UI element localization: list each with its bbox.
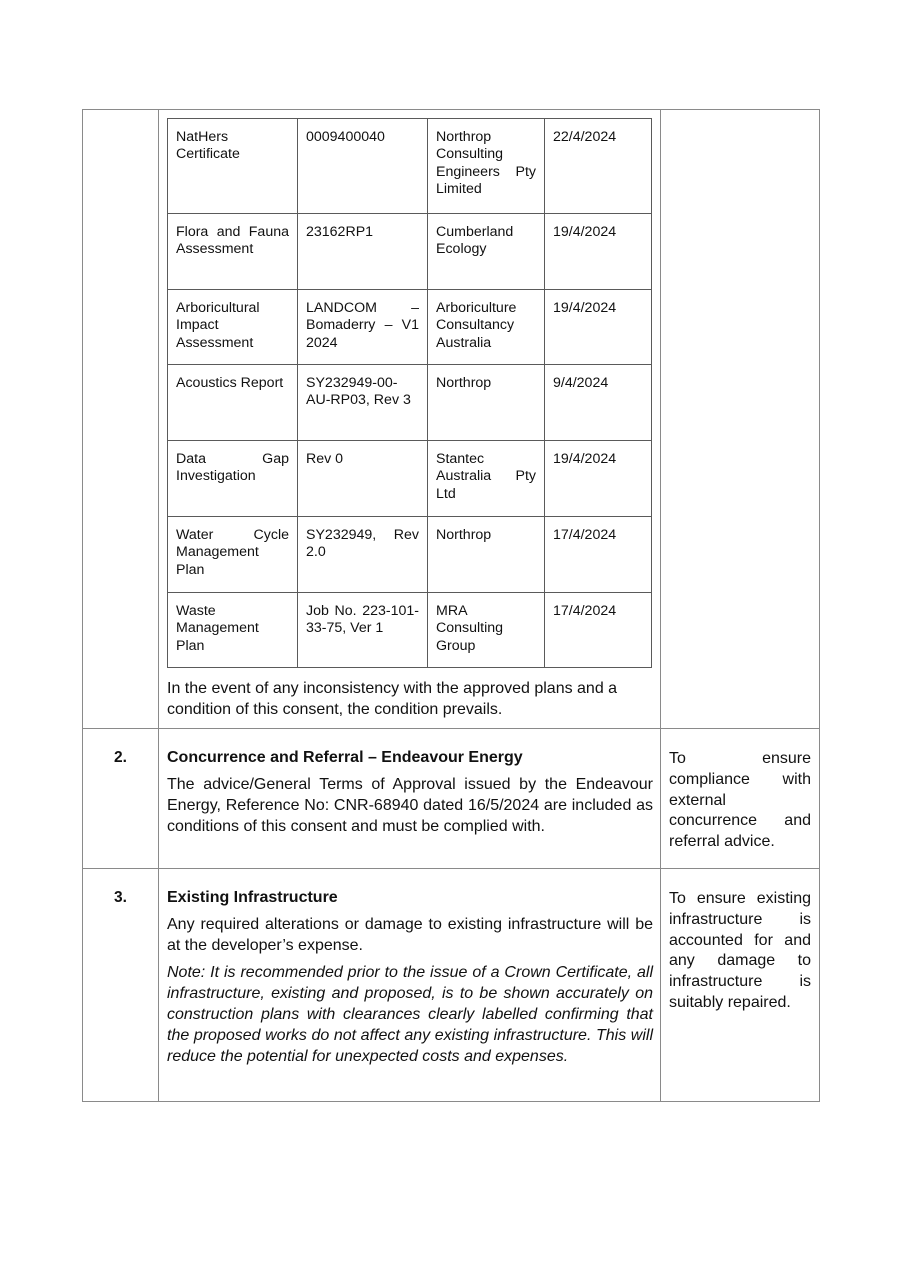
document-name-cell: Data Gap Investigation [168, 441, 298, 517]
document-reference-cell: SY232949, Rev 2.0 [298, 517, 428, 593]
document-date-cell: 17/4/2024 [545, 593, 652, 668]
condition-row-3 [83, 869, 820, 1102]
document-date-cell: 19/4/2024 [545, 441, 652, 517]
condition-closing-text: In the event of any inconsistency with the approved plans and a condition of this consent, the condition prevails. [167, 680, 618, 718]
condition-title: Existing Infrastructure [167, 889, 338, 906]
document-row [168, 593, 652, 668]
document-name-cell: Waste Management Plan [168, 593, 298, 668]
condition-number: 2. [83, 729, 159, 869]
condition-number: 3. [83, 869, 159, 1102]
condition-title: Concurrence and Referral – Endeavour Energy [167, 749, 523, 766]
condition-content-cell [159, 729, 661, 869]
condition-row-2 [83, 729, 820, 869]
document-row [168, 517, 652, 593]
condition-reason-cell [661, 110, 820, 729]
prepared-by-cell: MRA Consulting Group [428, 593, 545, 668]
document-row [168, 119, 652, 214]
document-reference-cell: Rev 0 [298, 441, 428, 517]
document-name-cell: Arboricultural Impact Assessment [168, 290, 298, 365]
prepared-by-cell: Northrop [428, 365, 545, 441]
document-date-cell: 9/4/2024 [545, 365, 652, 441]
document-name-cell: NatHers Certificate [168, 119, 298, 214]
condition-content-cell [159, 869, 661, 1102]
document-reference-cell: Job No. 223-101-33-75, Ver 1 [298, 593, 428, 668]
prepared-by-cell: Arboriculture Consultancy Australia [428, 290, 545, 365]
prepared-by-cell: Northrop [428, 517, 545, 593]
condition-content-cell [159, 110, 661, 729]
document-row [168, 214, 652, 290]
conditions-table [82, 109, 820, 1102]
document-reference-cell: LANDCOM – Bomaderry – V1 2024 [298, 290, 428, 365]
condition-body: Any required alterations or damage to existing infrastructure will be at the developer’s expense. [167, 916, 653, 954]
condition-body: The advice/General Terms of Approval issued by the Endeavour Energy, Reference No: CNR-68940 dated 16/5/2024 are included as conditions of this consent and must be complied with. [167, 776, 653, 835]
document-date-cell: 22/4/2024 [545, 119, 652, 214]
condition-row-1 [83, 110, 820, 729]
document-date-cell: 19/4/2024 [545, 290, 652, 365]
document-date-cell: 19/4/2024 [545, 214, 652, 290]
document-name-cell: Flora and Fauna Assessment [168, 214, 298, 290]
condition-reason: To ensure compliance with external concurrence and referral advice. [661, 729, 820, 869]
prepared-by-cell: Stantec Australia Pty Ltd [428, 441, 545, 517]
condition-number-cell [83, 110, 159, 729]
document-reference-cell: 0009400040 [298, 119, 428, 214]
prepared-by-cell: Cumberland Ecology [428, 214, 545, 290]
approved-documents-table [167, 118, 652, 668]
document-row [168, 441, 652, 517]
document-row [168, 365, 652, 441]
condition-reason: To ensure existing infrastructure is accounted for and any damage to infrastructure is suitably repaired. [661, 869, 820, 1102]
document-row [168, 290, 652, 365]
document-reference-cell: SY232949-00-AU-RP03, Rev 3 [298, 365, 428, 441]
document-reference-cell: 23162RP1 [298, 214, 428, 290]
document-date-cell: 17/4/2024 [545, 517, 652, 593]
prepared-by-cell: Northrop Consulting Engineers Pty Limited [428, 119, 545, 214]
document-name-cell: Water Cycle Management Plan [168, 517, 298, 593]
document-name-cell: Acoustics Report [168, 365, 298, 441]
condition-note: Note: It is recommended prior to the issue of a Crown Certificate, all infrastructure, existing and proposed, is to be shown accurately on construction plans with clearances clearly labelled confirming that the proposed works do not affect any existing infrastructure. This will reduce the potential for unexpected costs and expenses. [167, 964, 653, 1065]
